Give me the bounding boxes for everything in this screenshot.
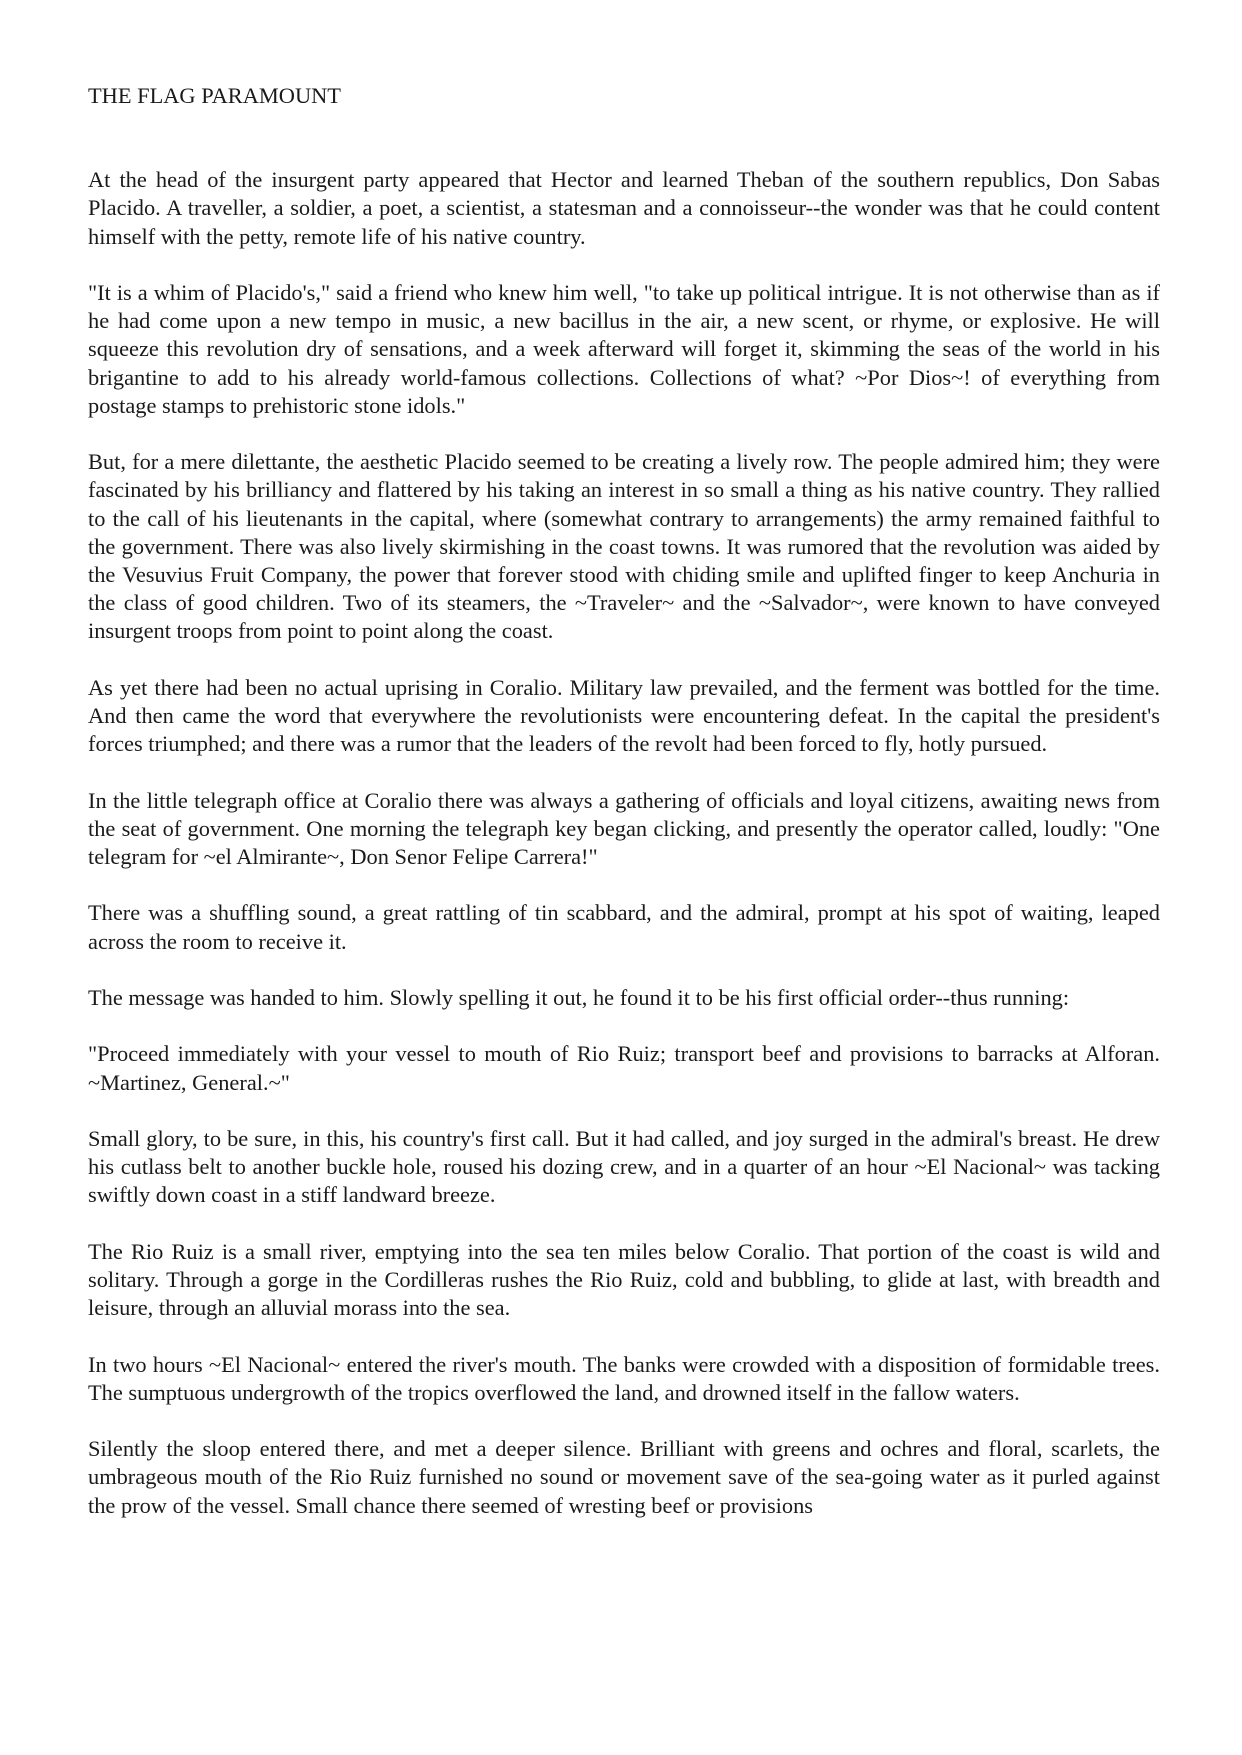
- paragraph-6: There was a shuffling sound, a great rattling of tin scabbard, and the admiral, prompt at his spot of waiting, leaped across the room to receive it.: [88, 900, 1160, 954]
- paragraph-7: The message was handed to him. Slowly spelling it out, he found it to be his first official order--thus running:: [88, 985, 1070, 1010]
- paragraph-11: In two hours ~El Nacional~ entered the river's mouth. The banks were crowded with a disposition of formidable trees. The sumptuous undergrowth of the tropics overflowed the land, and drowned itself in the fallow waters.: [88, 1351, 1160, 1405]
- paragraph-5: In the little telegraph office at Coralio there was always a gathering of officials and loyal citizens, awaiting news from the seat of government. One morning the telegraph key began clicking, and presently the operator called, loudly: "One telegram for ~el Almirante~, Don Senor Felipe Carrera!": [88, 787, 1160, 870]
- paragraph-9: Small glory, to be sure, in this, his country's first call. But it had called, and joy surged in the admiral's breast. He drew his cutlass belt to another buckle hole, roused his dozing crew, and in a quarter of an hour ~El Nacional~ was tacking swiftly down coast in a stiff landward breeze.: [88, 1125, 1160, 1208]
- paragraph-8: "Proceed immediately with your vessel to mouth of Rio Ruiz; transport beef and provisions to barracks at Alforan. ~Martinez, General.~": [88, 1041, 1160, 1095]
- paragraph-10: The Rio Ruiz is a small river, emptying into the sea ten miles below Coralio. That portion of the coast is wild and solitary. Through a gorge in the Cordilleras rushes the Rio Ruiz, cold and bubbling, to glide at last, with breadth and leisure, through an alluvial morass into the sea.: [88, 1238, 1160, 1321]
- chapter-title: THE FLAG PARAMOUNT: [88, 83, 341, 108]
- paragraph-1: At the head of the insurgent party appeared that Hector and learned Theban of the southern republics, Don Sabas Placido. A traveller, a soldier, a poet, a scientist, a statesman and a connoisseur--the wonder was that he could content himself with the petty, remote life of his native country.: [88, 167, 1160, 249]
- paragraph-12: Silently the sloop entered there, and met a deeper silence. Brilliant with greens and ochres and floral, scarlets, the umbrageous mouth of the Rio Ruiz furnished no sound or movement save of the sea-going water as it purled against the prow of the vessel. Small chance there seemed of wresting beef or provisions: [88, 1436, 1160, 1518]
- paragraph-3: But, for a mere dilettante, the aesthetic Placido seemed to be creating a lively row. The people admired him; they were fascinated by his brilliancy and flattered by his taking an interest in so small a thing as his native country. They rallied to the call of his lieutenants in the capital, where (somewhat contrary to arrangements) the army remained faithful to the government. There was also lively skirmishing in the coast towns. It was rumored that the revolution was aided by the Vesuvius Fruit Company, the power that forever stood with chiding smile and uplifted finger to keep Anchuria in the class of good children. Two of its steamers, the ~Traveler~ and the ~Salvador~, were known to have conveyed insurgent troops from point to point along the coast.: [88, 449, 1160, 644]
- paragraph-2: "It is a whim of Placido's," said a friend who knew him well, "to take up political intrigue. It is not otherwise than as if he had come upon a new tempo in music, a new bacillus in the air, a new scent, or rhyme, or explosive. He will squeeze this revolution dry of sensations, and a week afterward will forget it, skimming the seas of the world in his brigantine to add to his already world-famous collections. Collections of what? ~Por Dios~! of everything from postage stamps to prehistoric stone idols.": [88, 280, 1160, 418]
- document-page: [88, 82, 1160, 1548]
- paragraph-4: As yet there had been no actual uprising in Coralio. Military law prevailed, and the ferment was bottled for the time. And then came the word that everywhere the revolutionists were encountering defeat. In the capital the president's forces triumphed; and there was a rumor that the leaders of the revolt had been forced to fly, hotly pursued.: [88, 674, 1160, 757]
